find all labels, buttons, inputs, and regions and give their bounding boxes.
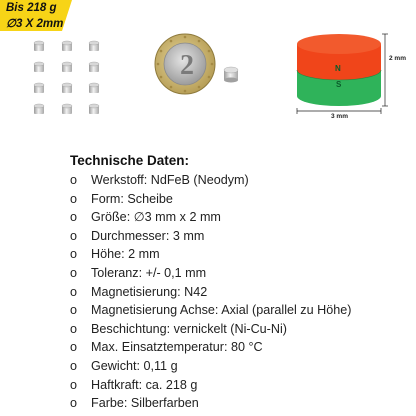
spec-text: Magnetisierung Achse: Axial (parallel zu Höhe)	[91, 303, 352, 318]
product-images	[0, 0, 416, 150]
height-label: 2 mm	[389, 55, 406, 62]
spec-text: Haftkraft: ca. 218 g	[91, 377, 198, 392]
spec-item-material	[70, 171, 351, 190]
bullet: o	[70, 340, 78, 355]
bullet: o	[70, 210, 78, 225]
spec-text: Max. Einsatztemperatur: 80 °C	[91, 340, 263, 355]
spec-text: Höhe: 2 mm	[91, 247, 160, 262]
spec-text: Gewicht: 0,11 g	[91, 358, 178, 373]
spec-item-coating	[70, 320, 351, 339]
magnet-group	[34, 41, 99, 114]
spec-text: Beschichtung: vernickelt (Ni-Cu-Ni)	[91, 321, 287, 336]
spec-text: Magnetisierung: N42	[91, 284, 208, 299]
badge-force: Bis 218 g	[6, 2, 57, 14]
svg-text:2: 2	[180, 50, 194, 81]
spec-item-weight	[70, 357, 351, 376]
spec-text: Werkstoff: NdFeB (Neodym)	[91, 173, 249, 187]
spec-item-axis	[70, 301, 351, 320]
spec-text: Durchmesser: 3 mm	[91, 228, 205, 243]
pole-s-label: S	[336, 80, 342, 89]
spec-text: Farbe: Silberfarben	[91, 396, 199, 411]
spec-item-height	[70, 245, 351, 264]
diameter-label: 3 mm	[331, 113, 348, 120]
bullet: o	[70, 284, 78, 299]
spec-item-diameter	[70, 227, 351, 246]
spec-item-color	[70, 394, 351, 413]
spec-text: Größe: ∅3 mm x 2 mm	[91, 210, 221, 225]
specs-heading: Technische Daten:	[70, 153, 190, 168]
bullet: o	[70, 191, 78, 206]
magnet-next-to-coin	[224, 67, 238, 83]
bullet: o	[70, 173, 78, 187]
bullet: o	[70, 321, 78, 336]
bullet: o	[70, 228, 78, 243]
bullet: o	[70, 358, 78, 373]
bullet: o	[70, 396, 78, 411]
coin-image	[155, 34, 215, 94]
magnet-row-3	[34, 83, 99, 93]
spec-text: Toleranz: +/- 0,1 mm	[91, 265, 207, 280]
spec-item-grade	[70, 283, 351, 302]
spec-text: Form: Scheibe	[91, 191, 173, 206]
magnet-row-1	[34, 41, 99, 51]
spec-item-force	[70, 376, 351, 395]
badge-size: ∅3 X 2mm	[6, 18, 64, 30]
bullet: o	[70, 265, 78, 280]
spec-item-tolerance	[70, 264, 351, 283]
bullet: o	[70, 377, 78, 392]
magnet-row-4	[34, 104, 99, 114]
specs-list	[70, 171, 351, 413]
bullet: o	[70, 303, 78, 318]
spec-item-shape	[70, 190, 351, 209]
spec-item-temperature	[70, 338, 351, 357]
magnet-row-2	[34, 62, 99, 72]
spec-item-size	[70, 208, 351, 227]
bullet: o	[70, 247, 78, 262]
pole-n-label: N	[335, 64, 341, 73]
